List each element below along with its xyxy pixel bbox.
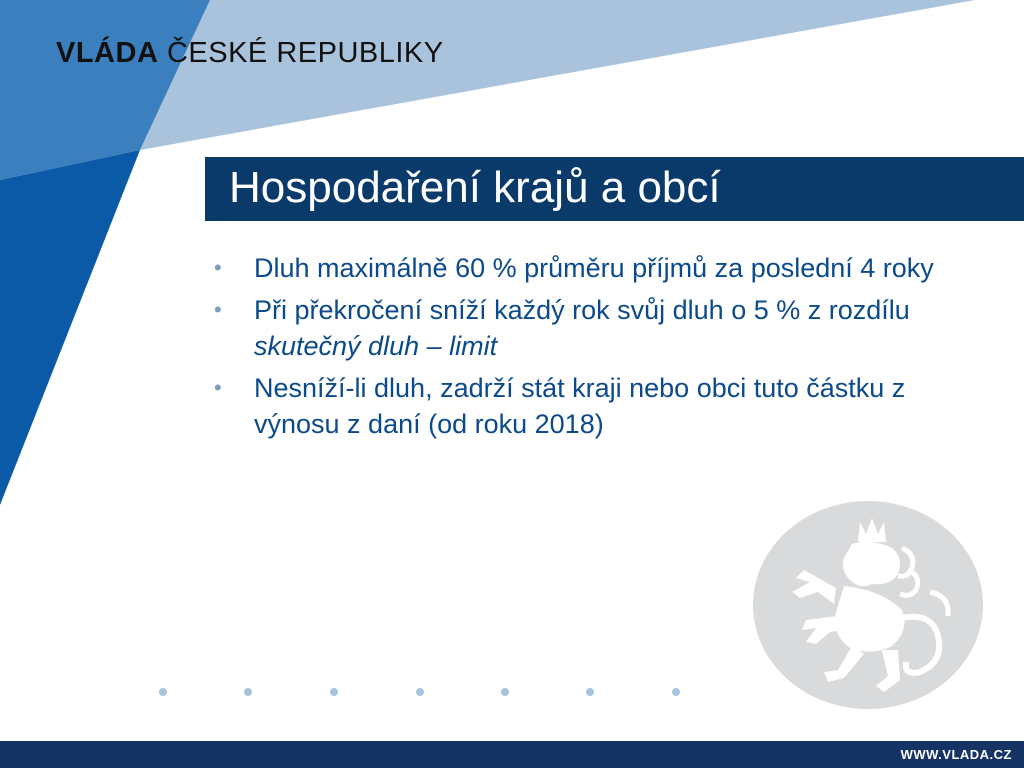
bullet-list bbox=[214, 250, 984, 448]
footer-bar bbox=[0, 741, 1024, 768]
bullet-item bbox=[214, 370, 984, 442]
title-bar bbox=[205, 157, 1024, 221]
bullet-item bbox=[214, 292, 984, 364]
bullet-dot-icon: • bbox=[214, 255, 222, 280]
slide-title: Hospodaření krajů a obcí bbox=[229, 163, 721, 212]
bullet-item bbox=[214, 250, 984, 286]
bullet-dot-icon: • bbox=[214, 297, 222, 322]
bullet-italic-text: skutečný dluh – limit bbox=[254, 331, 498, 361]
bullet-text: Nesníží-li dluh, zadrží stát kraji nebo obci tuto částku z výnosu z daní (od roku 2018) bbox=[254, 373, 906, 439]
brand-logo bbox=[56, 37, 444, 70]
bullet-text: Při překročení sníží každý rok svůj dluh o 5 % z rozdílu bbox=[254, 295, 910, 325]
bullet-text: Dluh maximálně 60 % průměru příjmů za poslední 4 roky bbox=[254, 253, 934, 283]
brand-rest-text: ČESKÉ REPUBLIKY bbox=[158, 37, 444, 69]
footer-url-link[interactable]: WWW.VLADA.CZ bbox=[900, 747, 1012, 762]
light-blue-wedge bbox=[140, 0, 975, 150]
brand-bold-text: VLÁDA bbox=[56, 37, 159, 69]
czech-lion-emblem-icon bbox=[752, 500, 984, 710]
bullet-dot-icon: • bbox=[214, 375, 222, 400]
dark-blue-wedge bbox=[0, 150, 140, 505]
